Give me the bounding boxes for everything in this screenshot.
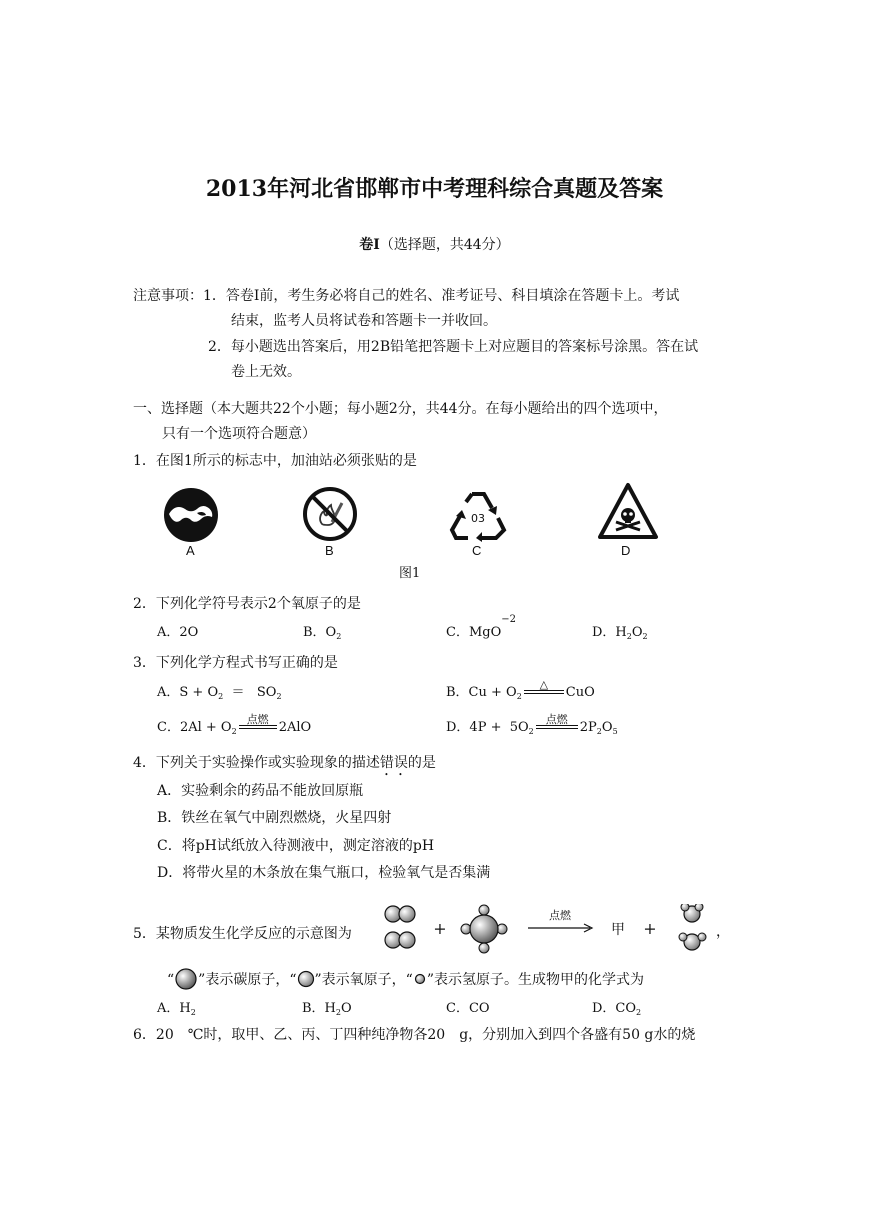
q2-option-a: A．2O — [157, 625, 199, 640]
hydrogen-atom-icon — [413, 972, 427, 986]
toxic-warning-icon — [597, 482, 659, 540]
q3-option-c: C．$2Al + O_2$ 点燃 2AlO — [157, 713, 312, 736]
plus-sign-2: + — [643, 919, 657, 938]
notes-line-1b: 结束，监考人员将试卷和答题卡一并收回。 — [231, 313, 497, 329]
plus-sign: + — [433, 919, 447, 938]
carbon-atom-icon — [174, 968, 198, 990]
q3-option-b: B．$Cu + O_2$ △ CuO — [446, 678, 595, 701]
page-title: 2013年河北省邯郸市中考理科综合真题及答案 — [205, 176, 664, 202]
q4-option-b: B．铁丝在氧气中剧烈燃烧，火星四射 — [157, 810, 392, 826]
emphasis-word: 错误 — [379, 755, 408, 771]
notes-line-1: 注意事项：1．答卷Ⅰ前，考生务必将自己的姓名、准考证号、科目填涂在答题卡上。考试 — [133, 288, 680, 304]
q5-option-d: D．$CO_2$ — [592, 1001, 642, 1017]
condition-label: 点燃 — [549, 909, 571, 922]
q3-option-d: D．$4P + 5O_2$ 点燃 $2P_2O_5$ — [446, 713, 618, 736]
q3-stem: 3．下列化学方程式书写正确的是 — [133, 655, 338, 671]
q6-stem: 6．20 ℃时，取甲、乙、丙、丁四种纯净物各20 g，分别加入到四个各盛有50 g水的烧 — [133, 1027, 696, 1043]
q4-stem: 4．下列关于实验操作或实验现象的描述错误的是 — [133, 755, 436, 771]
q1-label-d: D — [621, 543, 631, 558]
section-header-2: 只有一个选项符合题意） — [162, 426, 316, 442]
q2-stem: 2．下列化学符号表示2个氧原子的是 — [133, 596, 361, 612]
exam-part-subtitle — [0, 234, 869, 254]
q5-option-c: C．CO — [446, 1001, 490, 1016]
q5-stem: 5．某物质发生化学反应的示意图为 — [133, 926, 352, 942]
recycle-symbol-icon — [448, 486, 508, 542]
q5-option-b: B．$H_2O$ — [302, 1001, 352, 1017]
q5-option-a: A．$H_2$ — [157, 1001, 196, 1017]
part-label: 卷Ⅰ — [359, 237, 380, 253]
q1-label-a: A — [186, 543, 195, 558]
no-fire-sign-icon — [302, 486, 358, 542]
q3-option-a: A．$S + O_2 = SO_2$ — [157, 685, 282, 701]
water-saving-logo-icon — [163, 487, 219, 543]
section-header: 一、选择题（本大题共22个小题；每小题2分，共44分。在每小题给出的四个选项中， — [133, 401, 668, 417]
q1-label-b: B — [325, 543, 334, 558]
water-molecules-icon — [679, 904, 706, 950]
carbon-molecule-icon — [461, 905, 507, 953]
product-label: 甲 — [611, 922, 625, 938]
q1-stem: 1．在图1所示的标志中，加油站必须张贴的是 — [133, 453, 417, 469]
q4-option-d: D．将带火星的木条放在集气瓶口，检验氧气是否集满 — [157, 865, 491, 881]
notes-line-2: 2．每小题选出答案后，用2B铅笔把答题卡上对应题目的答案标号涂黑。答在试 — [208, 339, 699, 355]
q2-option-d: D．$H_2O_2$ — [592, 625, 648, 641]
q2-option-c: C．MgO$^{-2}$ — [446, 614, 516, 640]
q1-label-c: C — [472, 543, 482, 558]
reaction-diagram — [380, 904, 800, 956]
oxygen-atom-icon — [297, 970, 315, 988]
trailing-comma: ， — [716, 924, 730, 940]
q2-option-b: B．$O_2$ — [303, 625, 342, 641]
q4-option-c: C．将pH试纸放入待测液中，测定溶液的pH — [157, 838, 435, 854]
part-desc: （选择题，共44分） — [379, 237, 510, 253]
oxygen-molecules-icon — [385, 906, 415, 948]
q5-legend: “ ”表示碳原子，“ ”表示氧原子，“ ”表示氢原子。生成物甲的化学式为 — [167, 968, 644, 990]
recycle-code: 03 — [471, 512, 485, 525]
notes-line-2b: 卷上无效。 — [231, 364, 301, 380]
q4-option-a: A．实验剩余的药品不能放回原瓶 — [157, 783, 364, 799]
figure-caption: 图1 — [399, 566, 421, 581]
heat-symbol: △ — [539, 678, 549, 691]
